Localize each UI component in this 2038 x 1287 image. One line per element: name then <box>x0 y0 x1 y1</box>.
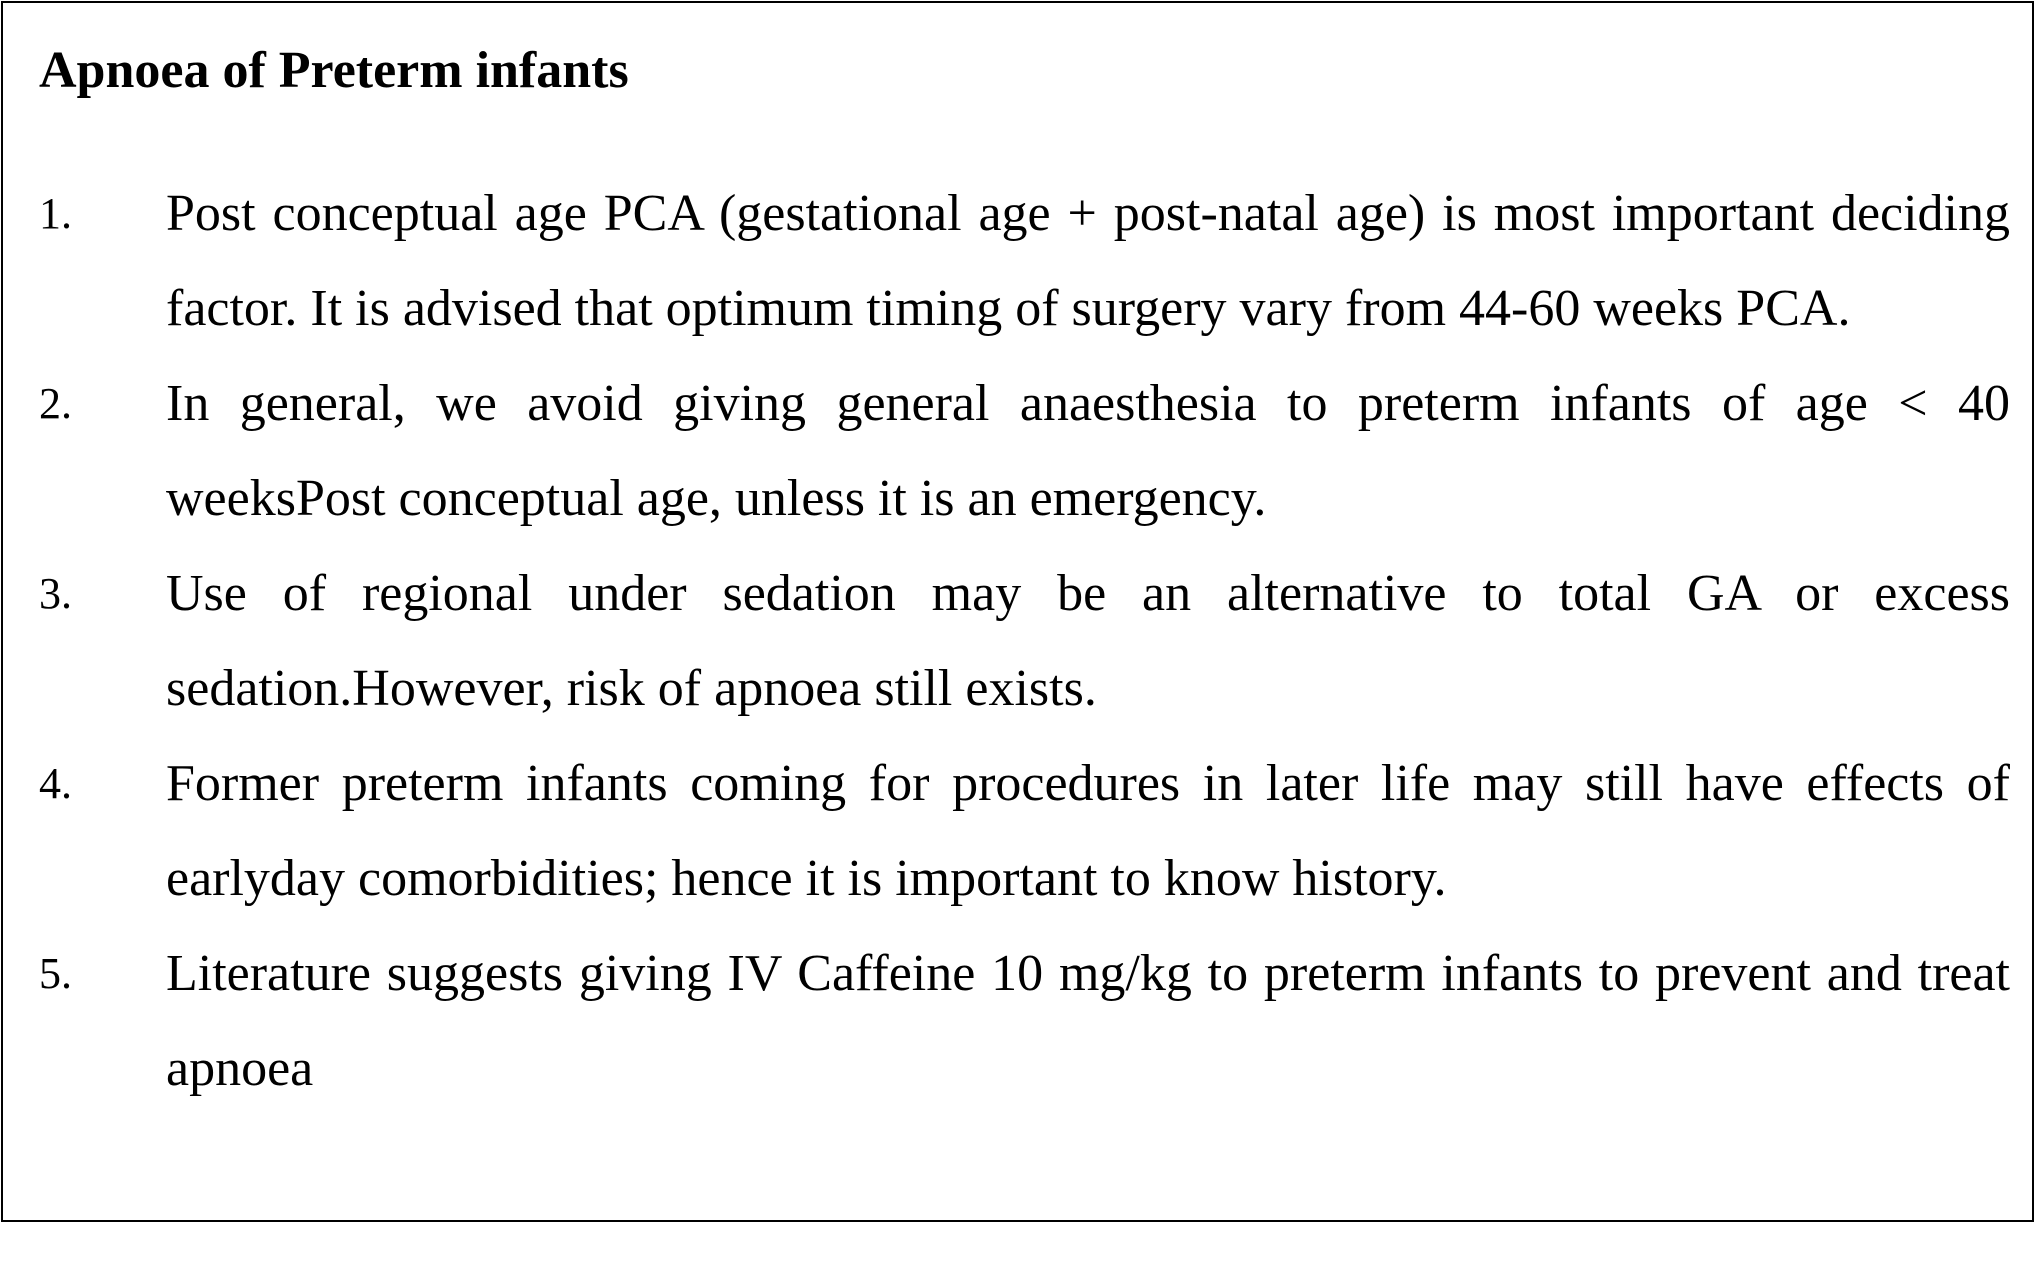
list-item-number: 5. <box>39 949 72 998</box>
document-box <box>1 1 2034 1222</box>
list-item <box>3 166 2032 356</box>
recommendation-list <box>3 166 2032 1116</box>
list-item-number: 1. <box>39 189 72 238</box>
list-item-text: Use of regional under sedation may be an alternative to total GA or excess sedation.However, risk of apnoea still exists. <box>166 565 2010 717</box>
list-item-text: Former preterm infants coming for procedures in later life may still have effects of earlyday comorbidities; hence it is important to know history. <box>166 755 2010 907</box>
list-item-number: 2. <box>39 379 72 428</box>
list-item-number: 4. <box>39 759 72 808</box>
list-item <box>3 546 2032 736</box>
list-item <box>3 356 2032 546</box>
list-item <box>3 926 2032 1116</box>
document-title: Apnoea of Preterm infants <box>39 42 629 99</box>
list-item-text: In general, we avoid giving general anaesthesia to preterm infants of age < 40 weeksPost conceptual age, unless it is an emergency. <box>166 375 2010 527</box>
list-item <box>3 736 2032 926</box>
list-item-text: Post conceptual age PCA (gestational age + post-natal age) is most important deciding factor. It is advised that optimum timing of surgery vary from 44-60 weeks PCA. <box>166 185 2010 337</box>
list-item-number: 3. <box>39 569 72 618</box>
list-item-text: Literature suggests giving IV Caffeine 10 mg/kg to preterm infants to prevent and treat apnoea <box>166 945 2010 1097</box>
